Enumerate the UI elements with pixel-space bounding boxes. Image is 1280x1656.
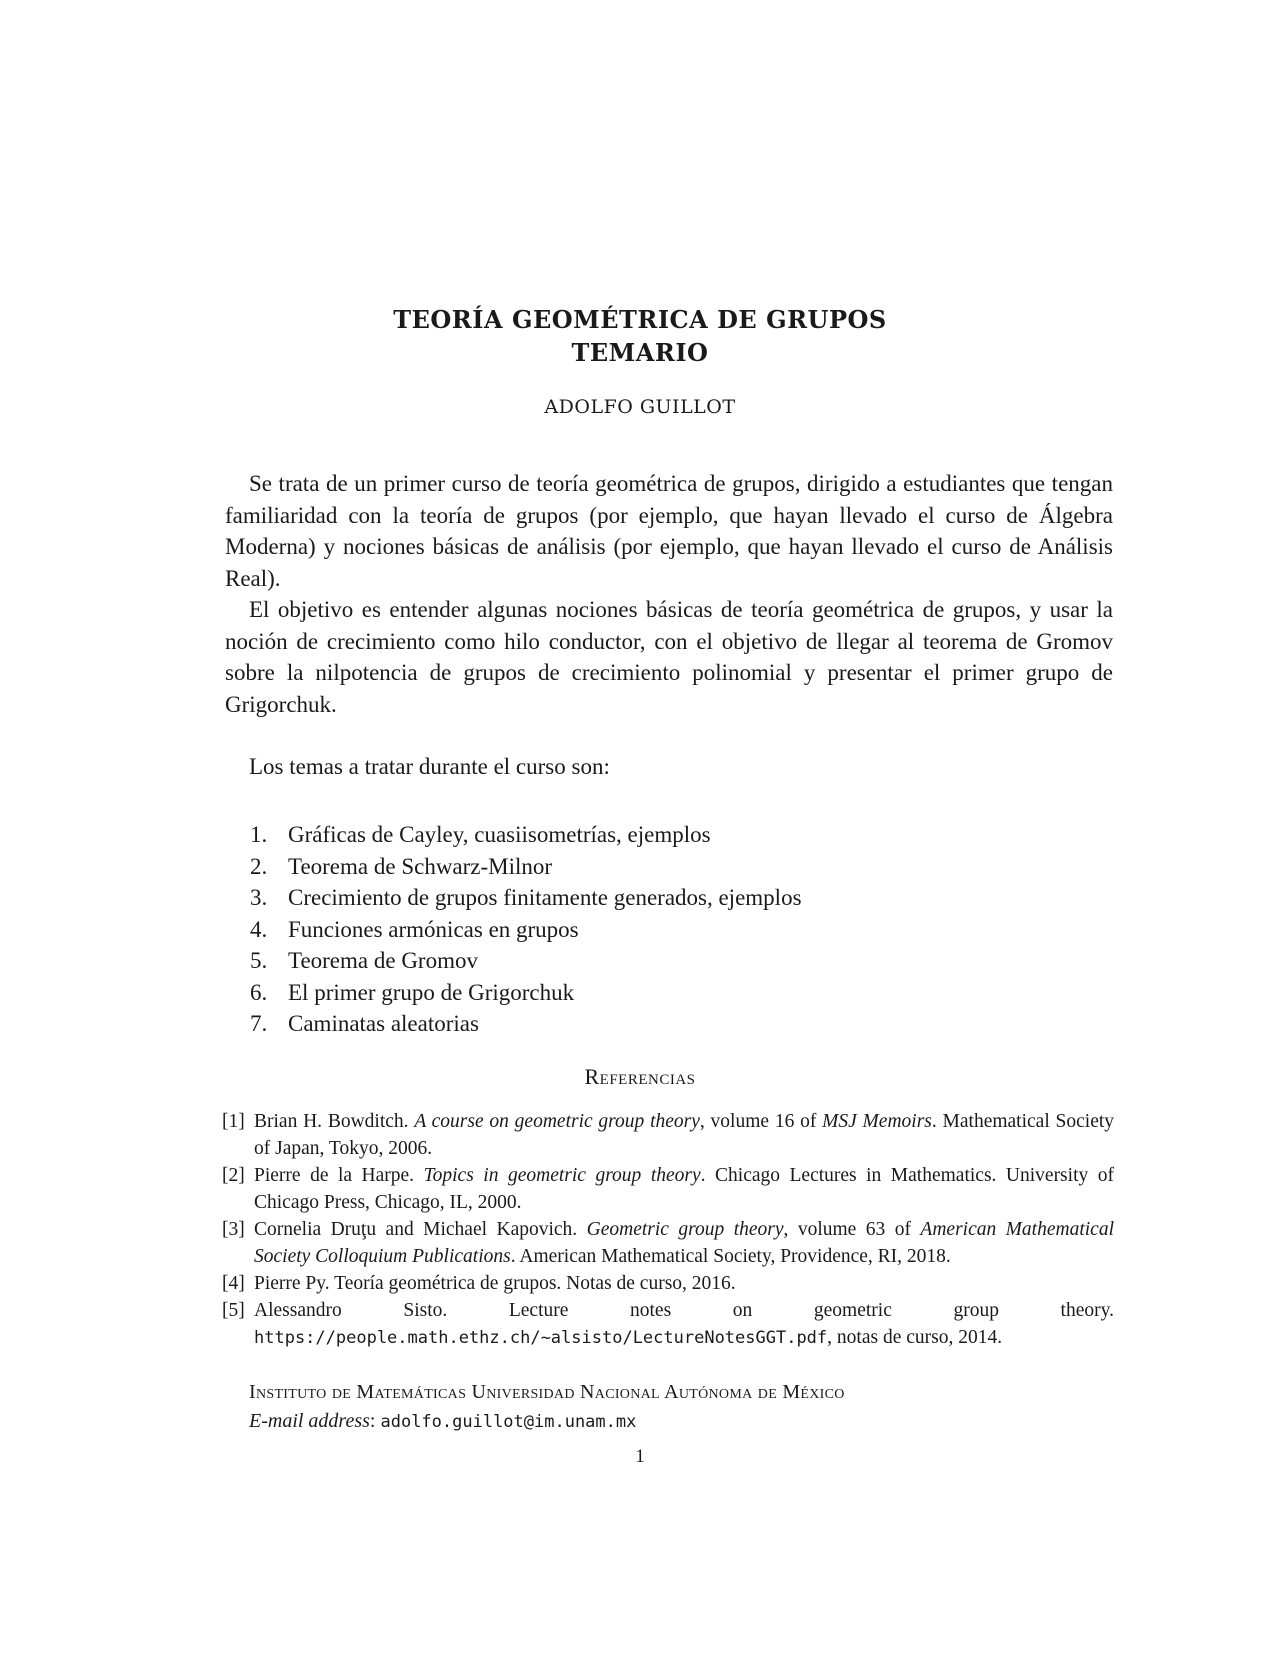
institute-name: Instituto de Matemáticas Universidad Nacional Autónoma de México — [249, 1381, 845, 1403]
reference-item — [222, 1270, 1114, 1297]
email-link[interactable]: adolfo.guillot@im.unam.mx — [380, 1412, 637, 1432]
title-line-1: TEORÍA GEOMÉTRICA DE GRUPOS — [393, 305, 887, 334]
reference-series: American Mathematical Society Colloquium Publications — [254, 1219, 1114, 1267]
references-list — [222, 1108, 1114, 1352]
reference-text: . Chicago Lectures in Mathematics. University of Chicago Press, Chicago, IL, 2000. — [254, 1165, 1114, 1213]
list-item — [250, 1008, 802, 1040]
reference-key: [2] — [222, 1165, 245, 1186]
list-item-text: Caminatas aleatorias — [288, 1011, 479, 1036]
reference-body — [254, 1297, 1114, 1352]
reference-url-link[interactable]: https://people.math.ethz.ch/~alsisto/LectureNotesGGT.pdf — [254, 1328, 828, 1348]
reference-text: . American Mathematical Society, Providence, RI, 2018. — [510, 1246, 951, 1267]
reference-key: [4] — [222, 1273, 245, 1294]
reference-text: Brian H. Bowditch. — [254, 1111, 415, 1132]
reference-text: . Mathematical Society of Japan, Tokyo, 2006. — [254, 1111, 1115, 1159]
page-number: 1 — [635, 1446, 645, 1467]
reference-key: [3] — [222, 1219, 245, 1240]
reference-item — [222, 1108, 1114, 1162]
reference-body — [254, 1108, 1114, 1162]
author: ADOLFO GUILLOT — [544, 396, 736, 418]
reference-body: Pierre Py. Teoría geométrica de grupos. Notas de curso, 2016. — [254, 1273, 736, 1294]
reference-item — [222, 1216, 1114, 1270]
list-item-text: Crecimiento de grupos finitamente generados, ejemplos — [288, 885, 802, 910]
reference-text: , volume 63 of — [783, 1219, 921, 1240]
list-item-number: 7. — [250, 1011, 268, 1036]
reference-series: MSJ Memoirs — [822, 1111, 932, 1132]
paragraph-1: Se trata de un primer curso de teoría geométrica de grupos, dirigido a estudiantes que tengan familiaridad con la teoría de grupos (por ejemplo, que hayan llevado el curso de Álgebra Moderna) y nociones básicas de análisis (por ejemplo, que hayan llevado el curso de Análisis Real). — [225, 471, 1113, 591]
reference-body — [254, 1216, 1114, 1270]
reference-text: Pierre de la Harpe. — [254, 1165, 424, 1186]
list-item — [250, 819, 802, 851]
reference-body — [254, 1162, 1114, 1216]
list-item — [250, 977, 802, 1009]
reference-title: Topics in geometric group theory — [423, 1165, 701, 1186]
topics-list — [250, 819, 802, 1040]
reference-text: , notas de curso, 2014. — [827, 1327, 1003, 1348]
references-heading: Referencias — [584, 1064, 696, 1089]
list-item-number: 4. — [250, 916, 268, 942]
list-item-text: Funciones armónicas en grupos — [288, 916, 579, 942]
author-affiliation — [249, 1378, 845, 1437]
title-line-2: TEMARIO — [571, 338, 709, 367]
reference-item — [222, 1297, 1114, 1352]
list-item-number: 2. — [250, 853, 268, 879]
list-item-number: 3. — [250, 885, 268, 910]
document-title — [0, 303, 1280, 369]
paragraph-intro — [225, 468, 1113, 720]
email-label: E-mail address — [249, 1410, 370, 1432]
list-item-text: Gráficas de Cayley, cuasiisometrías, ejemplos — [288, 822, 711, 847]
reference-item — [222, 1162, 1114, 1216]
reference-key: [1] — [222, 1111, 245, 1132]
reference-text: Cornelia Druţu and Michael Kapovich. — [254, 1219, 587, 1240]
list-item-text: El primer grupo de Grigorchuk — [288, 979, 575, 1005]
list-item-text: Teorema de Schwarz-Milnor — [288, 853, 553, 879]
reference-key: [5] — [222, 1300, 245, 1321]
email-separator: : — [369, 1410, 381, 1432]
list-item-number: 6. — [250, 979, 268, 1005]
reference-text: , volume 16 of — [699, 1111, 823, 1132]
topics-intro: Los temas a tratar durante el curso son: — [249, 754, 610, 779]
list-item-text: Teorema de Gromov — [288, 948, 478, 973]
list-item — [250, 945, 802, 977]
list-item — [250, 882, 802, 914]
reference-title: Geometric group theory — [586, 1219, 784, 1240]
list-item-number: 5. — [250, 948, 268, 973]
reference-title: A course on geometric group theory — [414, 1111, 700, 1132]
list-item — [250, 851, 802, 883]
email-line — [249, 1407, 845, 1437]
list-item — [250, 914, 802, 946]
reference-text: Alessandro Sisto. Lecture notes on geometric group theory. — [254, 1300, 1114, 1321]
list-item-number: 1. — [250, 822, 268, 847]
paragraph-2: El objetivo es entender algunas nociones básicas de teoría geométrica de grupos, y usar la noción de crecimiento como hilo conductor, con el objetivo de llegar al teorema de Gromov sobre la nilpotencia de grupos de crecimiento polinomial y presentar el primer grupo de Grigorchuk. — [225, 597, 1113, 717]
